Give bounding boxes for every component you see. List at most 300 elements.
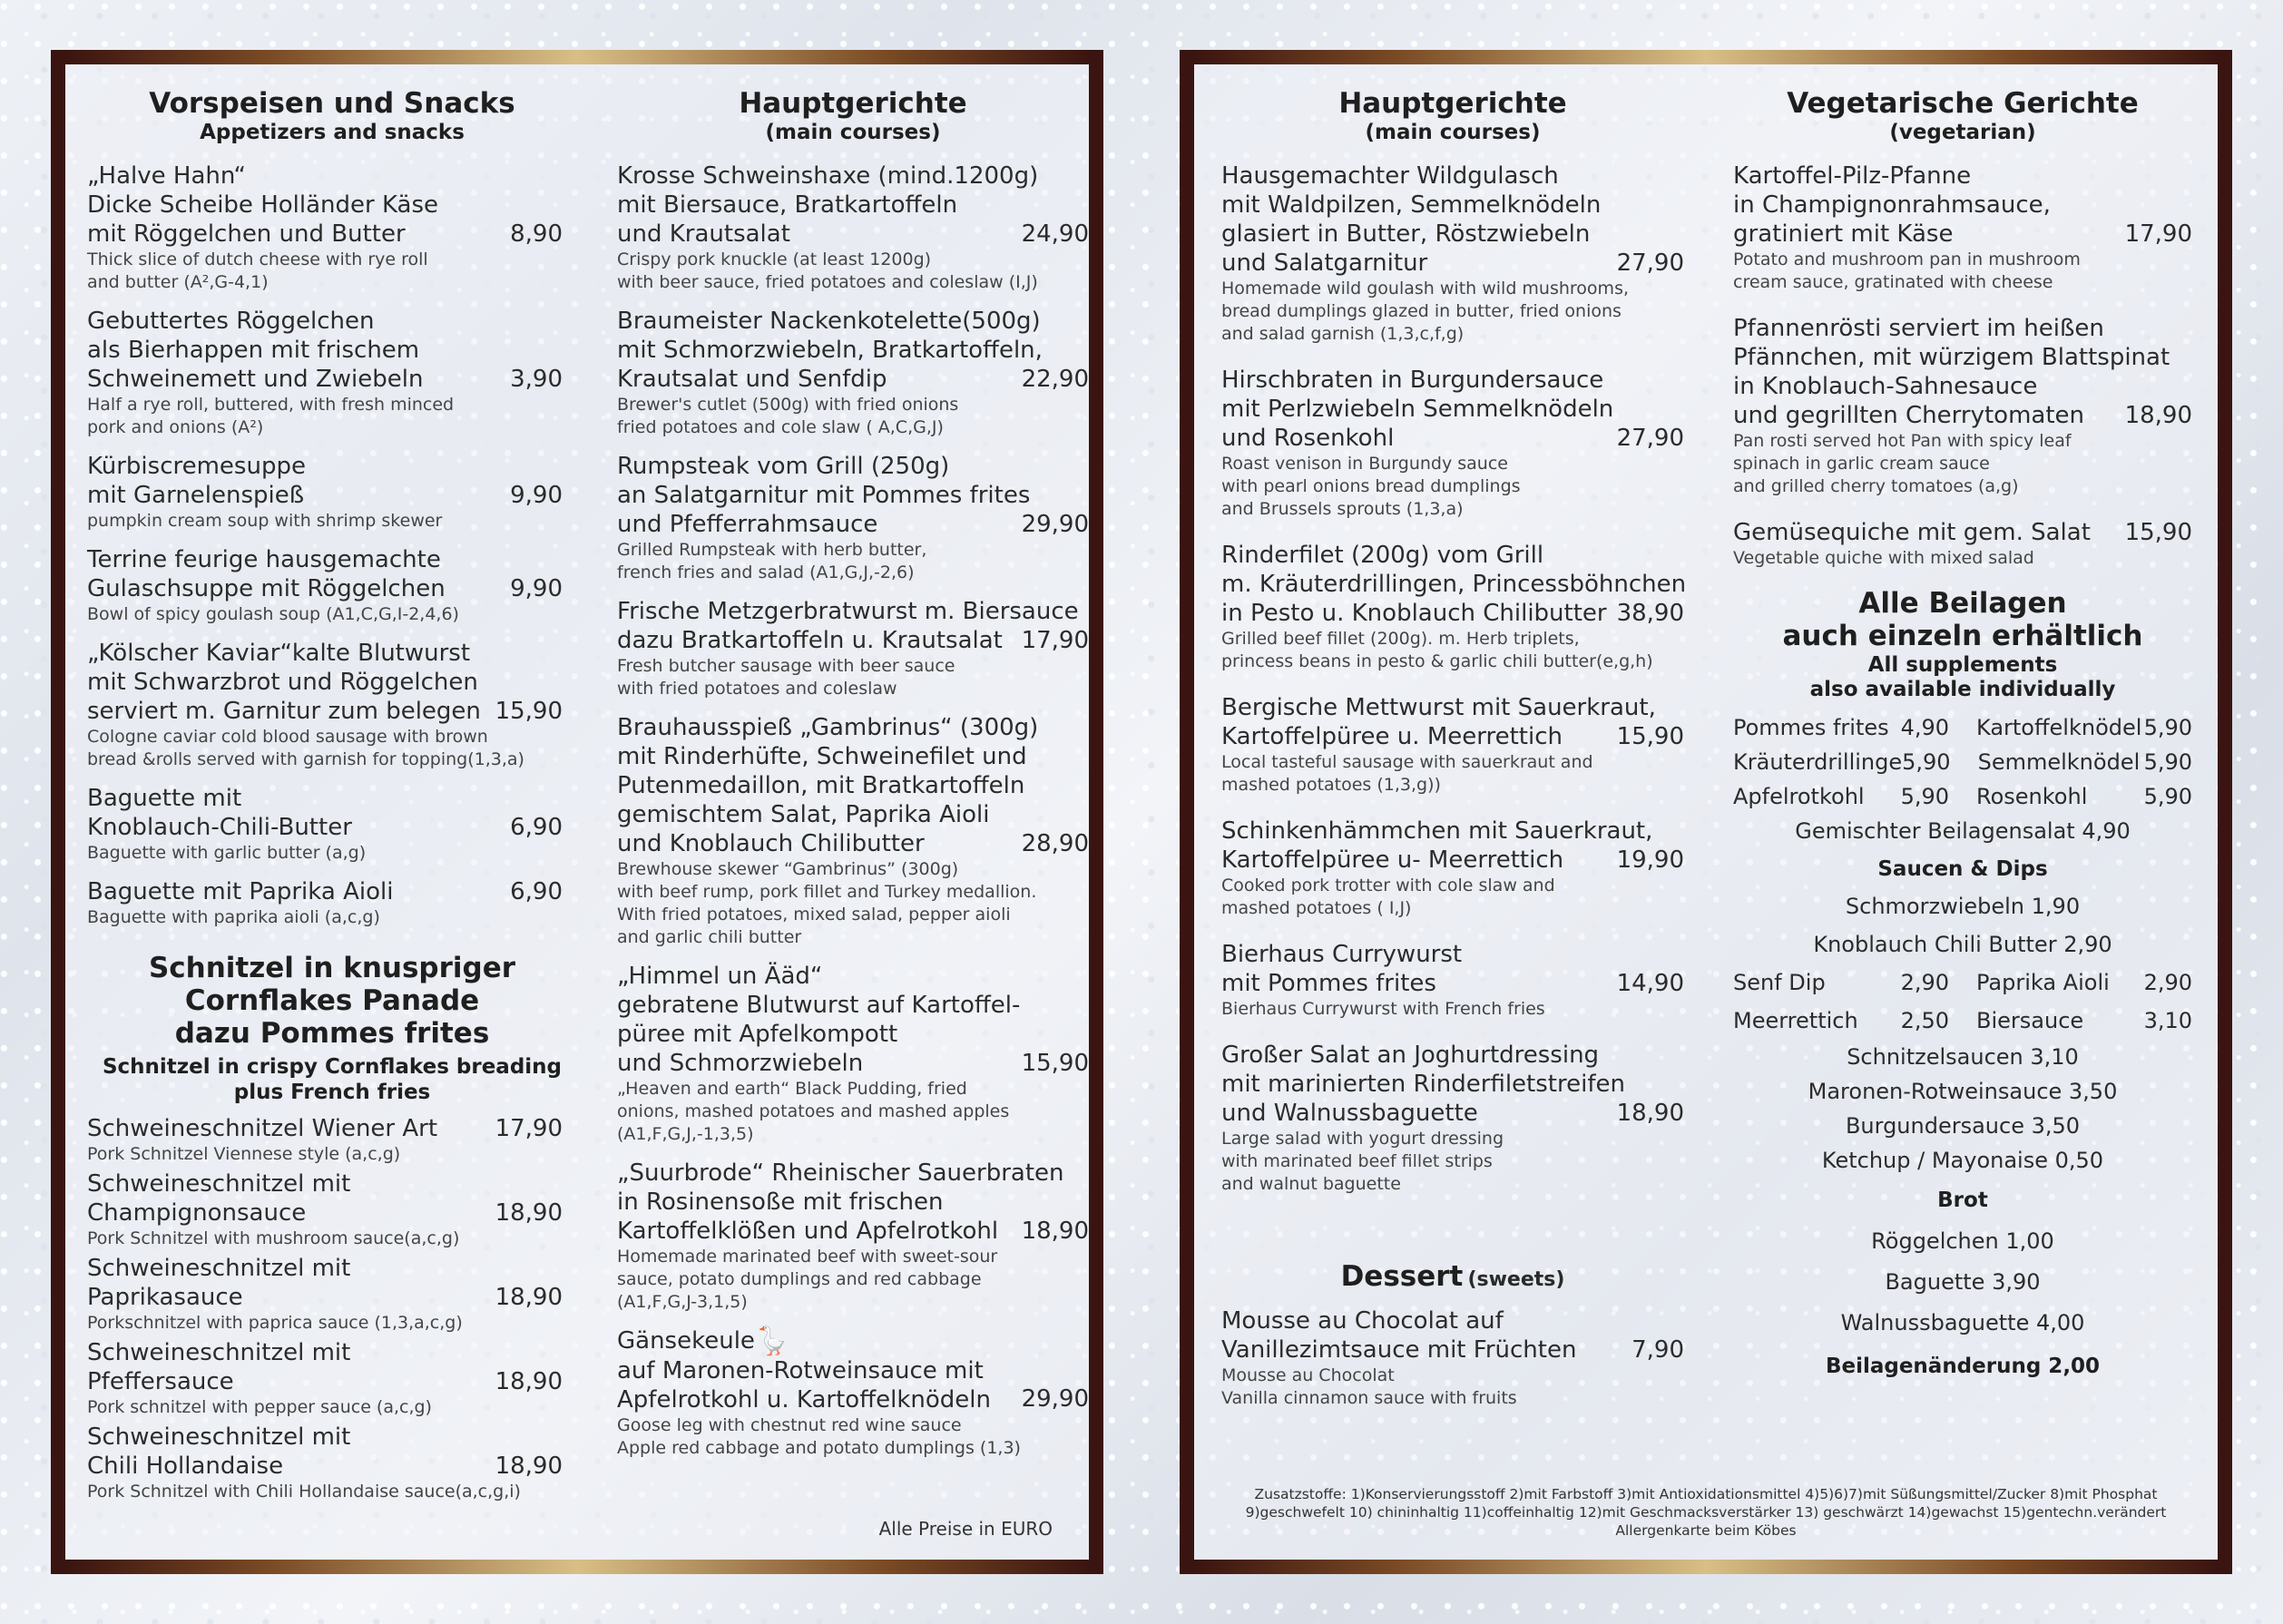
side-row [1733,1002,2192,1040]
side-name: Paprika Aioli [1976,970,2110,996]
side-name: Rosenkohl [1976,783,2088,809]
dish-name-line: Gänsekeule🪿 [617,1325,789,1357]
dish-description-line: (A1,F,G,J,-1,3,5) [617,1124,754,1145]
dish-price: 15,90 [2124,519,2192,547]
menu-item [87,161,563,294]
dish-name-line: und Rosenkohl [1221,425,1395,453]
dish-name-line: Gulaschsuppe mit Röggelchen [87,575,446,603]
dessert-list [1221,1306,1684,1410]
dish-description-line: Large salad with yogurt dressing [1221,1129,1504,1150]
dish-name [87,1169,563,1228]
mains-column-left [617,88,1089,1560]
dish-name-line: Schweineschnitzel mit [87,1255,351,1283]
vegetarian-subtitle: (vegetarian) [1889,120,2036,144]
mains-title-right: Hauptgerichte [1338,87,1567,120]
side-price: 5,90 [2143,748,2192,775]
dish-description-line: Roast venison in Burgundy sauce [1221,454,1508,474]
side-name: Pommes frites [1733,714,1889,740]
dish-name-line: Hausgemachter Wildgulasch [1221,162,1559,191]
dish-name-line: und Schmorzwiebeln [617,1050,864,1078]
dish-description-line: Potato and mushroom pan in mushroom [1733,249,2081,270]
dish-description-line: Porkschnitzel with paprica sauce (1,3,a,c,g) [87,1313,463,1334]
side-row [1733,964,2192,1002]
side-price: 5,90 [2143,714,2192,740]
dish-description-line: with beer sauce, fried potatoes and coleslaw (I,J) [617,272,1038,293]
side-name: Biersauce [1976,1008,2084,1034]
dish-description-line: and butter (A²,G-4,1) [87,272,269,293]
dish-name-line: in Pesto u. Knoblauch Chilibutter [1221,600,1607,628]
dish-description-line: and Brussels sprouts (1,3,a) [1221,499,1464,520]
dish-description-line: Brewhouse skewer “Gambrinus” (300g) [617,859,959,880]
starters-title: Vorspeisen und Snacks [149,87,515,120]
dish-name-line: Mousse au Chocolat auf [1221,1306,1504,1335]
menu-item [617,597,1089,700]
dish-name-line: und gegrillten Cherrytomaten [1733,402,2084,430]
mains-column-right [1221,87,1687,1560]
dish-price: 6,90 [510,878,563,906]
side-item [1733,710,1949,745]
dessert-title-small: (sweets) [1467,1268,1565,1292]
sides-section [1733,588,2192,1379]
dish-name-line: Schweineschnitzel mit [87,1339,351,1367]
dish-description-en [617,1246,1089,1314]
mains-subtitle-left: (main courses) [765,120,941,144]
menu-item [87,307,563,439]
dish-price: 38,90 [1616,600,1684,628]
sauce-item: Ketchup / Mayonaise 0,50 [1821,1148,2104,1174]
dish-name [87,784,563,842]
dish-name [87,1254,563,1312]
dish-name-line: Rumpsteak vom Grill (250g) [617,453,950,481]
dish-description-line: french fries and salad (A1,G,J,-2,6) [617,563,915,583]
side-price: 3,10 [2143,1008,2192,1034]
dish-description-line: Pork Schnitzel with Chili Hollandaise sauce(a,c,g,i) [87,1482,521,1502]
menu-panel-right [1180,50,2232,1574]
dish-name-line: Schinkenhämmchen mit Sauerkraut, [1221,817,1653,846]
dish-name [1221,817,1684,875]
dish-price: 29,90 [1021,1385,1089,1414]
dish-description-en [617,655,1089,700]
dish-name [617,597,1089,655]
dish-price: 3,90 [510,366,563,394]
dish-description-line: mashed potatoes (1,3,g)) [1221,775,1441,796]
dish-description-en [87,842,563,865]
schnitzel-list [87,1114,577,1503]
side-item [1976,1002,2192,1040]
menu-item [87,784,563,865]
dish-name-line: „Kölscher Kaviar“kalte Blutwurst [87,640,471,668]
dish-name-line: mit Waldpilzen, Semmelknödeln [1221,191,1602,220]
dish-description-line: and salad garnish (1,3,c,f,g) [1221,324,1465,345]
dish-name-line: Kürbiscremesuppe [87,453,306,481]
dish-name [87,1338,563,1396]
dish-price: 29,90 [1021,511,1089,539]
dish-name-line: gratiniert mit Käse [1733,220,1954,249]
menu-item [617,452,1089,584]
dish-description-line: Thick slice of dutch cheese with rye roll [87,249,428,270]
menu-item [617,307,1089,439]
dish-price: 15,90 [495,698,563,726]
dish-description-en [617,394,1089,439]
dish-price: 24,90 [1021,220,1089,249]
dish-price: 17,90 [2124,220,2192,249]
dish-description-line: Grilled beef fillet (200g). m. Herb triplets, [1221,629,1580,650]
dish-description-en [1221,628,1684,673]
dish-name [617,307,1089,394]
dish-description-en [617,249,1089,294]
side-item [1976,779,2192,814]
dish-description-en [617,1414,1089,1460]
dish-description-line: mashed potatoes ( I,J) [1221,898,1412,919]
side-change-fee: Beilagenänderung 2,00 [1825,1354,2101,1378]
dish-description-line: bread &rolls served with garnish for topping(1,3,a) [87,749,524,770]
dish-name-line: Apfelrotkohl u. Kartoffelknödeln [617,1385,991,1414]
dish-description-en [87,603,563,626]
schnitzel-title-2: Cornflakes Panade [184,983,480,1017]
dish-description-en [617,1078,1089,1146]
dish-price: 18,90 [1616,1100,1684,1128]
menu-item [87,1423,563,1503]
schnitzel-subtitle-2: plus French fries [233,1080,431,1104]
dish-name-line: Baguette mit [87,785,242,813]
dish-name-line: Champignonsauce [87,1199,307,1228]
dish-name [1221,693,1684,751]
menu-item [1221,1306,1684,1410]
side-item [1978,745,2192,779]
dish-name-line: Krautsalat und Senfdip [617,366,887,394]
menu-item [1221,541,1687,673]
menu-item [1221,817,1684,920]
dish-name-line: mit Biersauce, Bratkartoffeln [617,191,958,220]
dish-price: 18,90 [495,1368,563,1396]
side-price: 2,90 [2143,970,2192,996]
dish-price: 18,90 [495,1199,563,1228]
dish-name-line: Hirschbraten in Burgundersauce [1221,367,1604,395]
dish-name [87,877,563,906]
dish-name-line: Braumeister Nackenkotelette(500g) [617,308,1041,336]
dish-name [87,1114,563,1143]
dish-price: 27,90 [1616,425,1684,453]
dish-name-line: auf Maronen-Rotweinsauce mit [617,1356,984,1384]
menu-item [87,545,563,626]
additives-line: 9)geschwefelt 10) chininhaltig 11)coffeinhaltig 12)mit Geschmacksverstärker 13) geschwärzt 14)gewachst 15)gentechn.verändert [1245,1504,2167,1521]
dish-description-en [1221,1128,1684,1196]
menu-item [1221,161,1684,346]
menu-item [87,1254,563,1335]
dish-name [1221,541,1687,628]
side-name: Apfelrotkohl [1733,783,1865,809]
menu-item [87,1338,563,1419]
dish-price: 9,90 [510,482,563,510]
dish-price: 18,90 [495,1284,563,1312]
side-name: Kräuterdrillinge [1733,748,1903,775]
menu-panel-left [51,50,1103,1574]
menu-item [617,713,1089,949]
dish-description-en [1221,1365,1684,1410]
dish-name-line: Bergische Mettwurst mit Sauerkraut, [1221,694,1656,722]
dish-description-line: Fresh butcher sausage with beer sauce [617,656,955,677]
dish-name [87,639,563,726]
dish-name-line: „Halve Hahn“ [87,162,246,191]
dish-name-line: gebratene Blutwurst auf Kartoffel- [617,992,1021,1020]
menu-item [1221,366,1684,521]
menu-item [1221,940,1684,1021]
dish-name-line: Pfeffersauce [87,1368,234,1396]
dish-description-en [87,1396,563,1419]
dish-name-line: Schweineschnitzel mit [87,1170,351,1198]
menu-item [87,877,563,929]
dessert-heading [1221,1261,1684,1294]
dish-price: 17,90 [495,1115,563,1143]
dish-name [1733,518,2192,547]
dish-name [1733,314,2192,430]
dish-description-line: Pork Schnitzel with mushroom sauce(a,c,g) [87,1228,460,1249]
dish-name-line: mit marinierten Rinderfiletstreifen [1221,1071,1625,1099]
dish-description-line: with pearl onions bread dumplings [1221,476,1521,497]
dish-name [1221,1306,1684,1365]
dish-price: 15,90 [1021,1050,1089,1078]
dish-name-line: Gemüsequiche mit gem. Salat [1733,519,2091,547]
dish-name-line: Baguette mit Paprika Aioli [87,878,394,906]
dish-name [1733,161,2192,249]
mains-list-right [1221,161,1687,1196]
dish-description-line: Bierhaus Currywurst with French fries [1221,999,1545,1020]
dish-name-line: gemischtem Salat, Paprika Aioli [617,801,990,829]
prices-note: Alle Preise in EURO [878,1518,1053,1540]
schnitzel-title-3: dazu Pommes frites [174,1016,490,1050]
dish-name-line: Brauhausspieß „Gambrinus“ (300g) [617,714,1039,742]
side-row [1733,710,2192,745]
dish-name [87,545,563,603]
dish-description-line: bread dumplings glazed in butter, fried onions [1221,301,1622,322]
dish-price: 22,90 [1021,366,1089,394]
dish-description-line: sauce, potato dumplings and red cabbage [617,1269,982,1290]
dish-name-line: und Walnussbaguette [1221,1100,1478,1128]
vegetarian-title: Vegetarische Gerichte [1787,87,2139,120]
menu-item [1733,161,2192,294]
dish-price: 27,90 [1616,249,1684,278]
dish-name-line: und Knoblauch Chilibutter [617,830,925,858]
dish-description-line: Vegetable quiche with mixed salad [1733,548,2034,569]
dish-description-en [1221,453,1684,521]
dish-description-en [617,858,1089,949]
side-item [1733,964,1949,1002]
dish-description-line: pork and onions (A²) [87,417,264,438]
bread-item: Walnussbaguette 4,00 [1840,1309,2085,1335]
mains-subtitle-right: (main courses) [1365,120,1541,144]
dish-description-line: Pan rosti served hot Pan with spicy leaf [1733,431,2072,452]
dish-name-line: Schweinemett und Zwiebeln [87,366,424,394]
dish-description-en [87,906,563,929]
vegetarian-column [1733,88,2192,1560]
sauces-title: Saucen & Dips [1877,856,2048,881]
dish-name [1221,940,1684,998]
menu-item [1733,518,2192,570]
dish-name [1221,161,1684,278]
menu-item [1733,314,2192,498]
dish-description-en [87,1312,563,1335]
bread-item: Röggelchen 1,00 [1871,1228,2054,1254]
dish-name-line: Schweineschnitzel mit [87,1423,351,1452]
dish-description-en [1221,998,1684,1021]
dish-name-line: Chili Hollandaise [87,1453,284,1481]
dish-description-line: with fried potatoes and coleslaw [617,679,897,699]
dish-description-line: Crispy pork knuckle (at least 1200g) [617,249,932,270]
dish-name [87,161,563,249]
dish-description-line: Pork Schnitzel Viennese style (a,c,g) [87,1144,401,1165]
dish-name-line: und Krautsalat [617,220,790,249]
dish-name-line: und Salatgarnitur [1221,249,1428,278]
dish-description-en [87,1481,563,1503]
dish-price: 9,90 [510,575,563,603]
dish-name-line: und Pfefferrahmsauce [617,511,878,539]
dish-name [87,1423,563,1481]
sides-list [1733,710,2192,814]
dish-name-line: Rinderfilet (200g) vom Grill [1221,542,1544,570]
dish-price: 8,90 [510,220,563,249]
side-row [1733,779,2192,814]
dish-name-line: „Suurbrode“ Rheinischer Sauerbraten [617,1159,1064,1188]
dish-description-line: Bowl of spicy goulash soup (A1,C,G,I-2,4,6) [87,604,459,625]
mains-list-left [617,161,1089,1460]
dish-name [617,962,1089,1078]
sides-title-2: auch einzeln erhältlich [1782,619,2143,652]
dish-name-line: Pfännchen, mit würzigem Blattspinat [1733,344,2170,372]
dish-description-line: Local tasteful sausage with sauerkraut and [1221,752,1593,773]
dish-description-line: spinach in garlic cream sauce [1733,454,1990,474]
dish-name-line: als Bierhappen mit frischem [87,337,420,365]
dish-description-line: and grilled cherry tomatoes (a,g) [1733,476,2019,497]
sauce-pairs [1733,964,2192,1040]
dish-description-en [87,1228,563,1250]
dish-price: 15,90 [1616,723,1684,751]
dish-name [617,1159,1089,1246]
dish-name-line: glasiert in Butter, Röstzwiebeln [1221,220,1591,249]
dish-name-line: dazu Bratkartoffeln u. Krautsalat [617,627,1003,655]
schnitzel-subtitle-1: Schnitzel in crispy Cornflakes breading [102,1055,563,1080]
sauce-item: Burgundersauce 3,50 [1845,1113,2081,1140]
dish-name-line: in Champignonrahmsauce, [1733,191,2051,220]
dish-name-line: püree mit Apfelkompott [617,1021,898,1049]
dish-name-line: mit Röggelchen und Butter [87,220,406,249]
dish-description-en [87,1143,563,1166]
menu-item [1221,693,1684,797]
dish-description-line: and walnut baguette [1221,1174,1401,1195]
schnitzel-title-1: Schnitzel in knuspriger [148,952,516,985]
dish-description-line: Vanilla cinnamon sauce with fruits [1221,1387,1517,1408]
side-price: 5,90 [2143,783,2192,809]
dish-description-line: Apple red cabbage and potato dumplings (1,3) [617,1437,1021,1458]
dish-description-en [617,539,1089,584]
sides-title-1: Alle Beilagen [1858,587,2067,621]
dish-description-line: With fried potatoes, mixed salad, pepper aioli [617,905,1011,925]
dish-name-line: mit Rinderhüfte, Schweinefilet und [617,743,1027,771]
dish-name-line: Paprikasauce [87,1284,243,1312]
goose-icon: 🪿 [754,1325,789,1357]
dish-description-en [87,249,563,294]
schnitzel-heading [87,953,577,1105]
dish-description-line: Homemade marinated beef with sweet-sour [617,1247,998,1267]
menu-item [1221,1041,1684,1196]
additives-line: Zusatzstoffe: 1)Konservierungsstoff 2)mit Farbstoff 3)mit Antioxidationsmittel 4)5)6)7)mit Süßungsmittel/Zucker 8)mit Phosphat [1254,1486,2158,1502]
dish-name-line: serviert m. Garnitur zum belegen [87,698,481,726]
menu-item [617,962,1089,1146]
side-item [1733,779,1949,814]
starters-subtitle: Appetizers and snacks [200,120,465,144]
side-price: 2,90 [1900,970,1949,996]
menu-item [87,452,563,533]
dish-name-line: Kartoffelpüree u- Meerrettich [1221,846,1564,875]
side-name: Meerrettich [1733,1008,1858,1034]
dish-name-line: mit Garnelenspieß [87,482,305,510]
additives-footnote [1221,1485,2190,1540]
menu-item [87,1169,563,1250]
dish-name-line: Kartoffelpüree u. Meerrettich [1221,723,1563,751]
side-price: 4,90 [1900,714,1949,740]
menu-item [87,639,563,771]
dish-name-line: m. Kräuterdrillingen, Princessböhnchen [1221,571,1687,599]
dish-description-line: Mousse au Chocolat [1221,1365,1395,1385]
dish-name-line: Schweineschnitzel Wiener Art [87,1115,438,1143]
dish-description-en [1221,875,1684,920]
dish-description-line: Cologne caviar cold blood sausage with brown [87,727,488,748]
dish-description-en [87,394,563,439]
dish-name [1221,1041,1684,1128]
dish-name-line: mit Schwarzbrot und Röggelchen [87,669,478,697]
dish-name-line: mit Perlzwiebeln Semmelknödeln [1221,396,1614,424]
dish-description-line: onions, mashed potatoes and mashed apples [617,1101,1010,1122]
starters-column [87,88,577,1560]
dish-name-line: an Salatgarnitur mit Pommes frites [617,482,1031,510]
menu-item [87,1114,563,1166]
side-item [1733,745,1951,779]
sauce-item: Maronen-Rotweinsauce 3,50 [1808,1079,2118,1105]
menu-item [617,1326,1089,1460]
dish-name [617,452,1089,539]
dish-description-line: Homemade wild goulash with wild mushrooms, [1221,279,1630,299]
dish-description-line: fried potatoes and cole slaw ( A,C,G,J) [617,417,944,438]
dish-description-line: cream sauce, gratinated with cheese [1733,272,2053,293]
dish-name-line: Kartoffel-Pilz-Pfanne [1733,162,1972,191]
mixed-salad-side: Gemischter Beilagensalat 4,90 [1795,817,2131,844]
dish-name [87,307,563,394]
dish-description-line: Baguette with garlic butter (a,g) [87,843,367,864]
dish-price: 6,90 [510,814,563,842]
allergen-note: Allergenkarte beim Köbes [1615,1522,1797,1539]
dish-description-line: with marinated beef fillet strips [1221,1151,1493,1172]
dish-description-en [1733,430,2192,498]
dish-price: 18,90 [1021,1218,1089,1246]
dish-price: 18,90 [2124,402,2192,430]
dish-description-line: pumpkin cream soup with shrimp skewer [87,511,443,532]
bread-title: Brot [1937,1189,1988,1213]
dish-description-line: and garlic chili butter [617,927,802,948]
side-price: 5,90 [1900,783,1949,809]
dish-description-line: (A1,F,G,J-3,1,5) [617,1292,748,1313]
side-row [1733,745,2192,779]
dish-name [1221,366,1684,453]
side-item [1733,1002,1949,1040]
dessert-title: Dessert [1340,1260,1464,1294]
dish-name-line: in Knoblauch-Sahnesauce [1733,373,2038,401]
dish-name-line: in Rosinensoße mit frischen [617,1189,944,1217]
dish-description-en [1221,278,1684,346]
dish-name-line: Putenmedaillon, mit Bratkartoffeln [617,772,1025,800]
dish-name-line: Knoblauch-Chili-Butter [87,814,352,842]
side-price: 5,90 [1902,748,1951,775]
dish-name [617,161,1089,249]
dish-price: 18,90 [495,1453,563,1481]
